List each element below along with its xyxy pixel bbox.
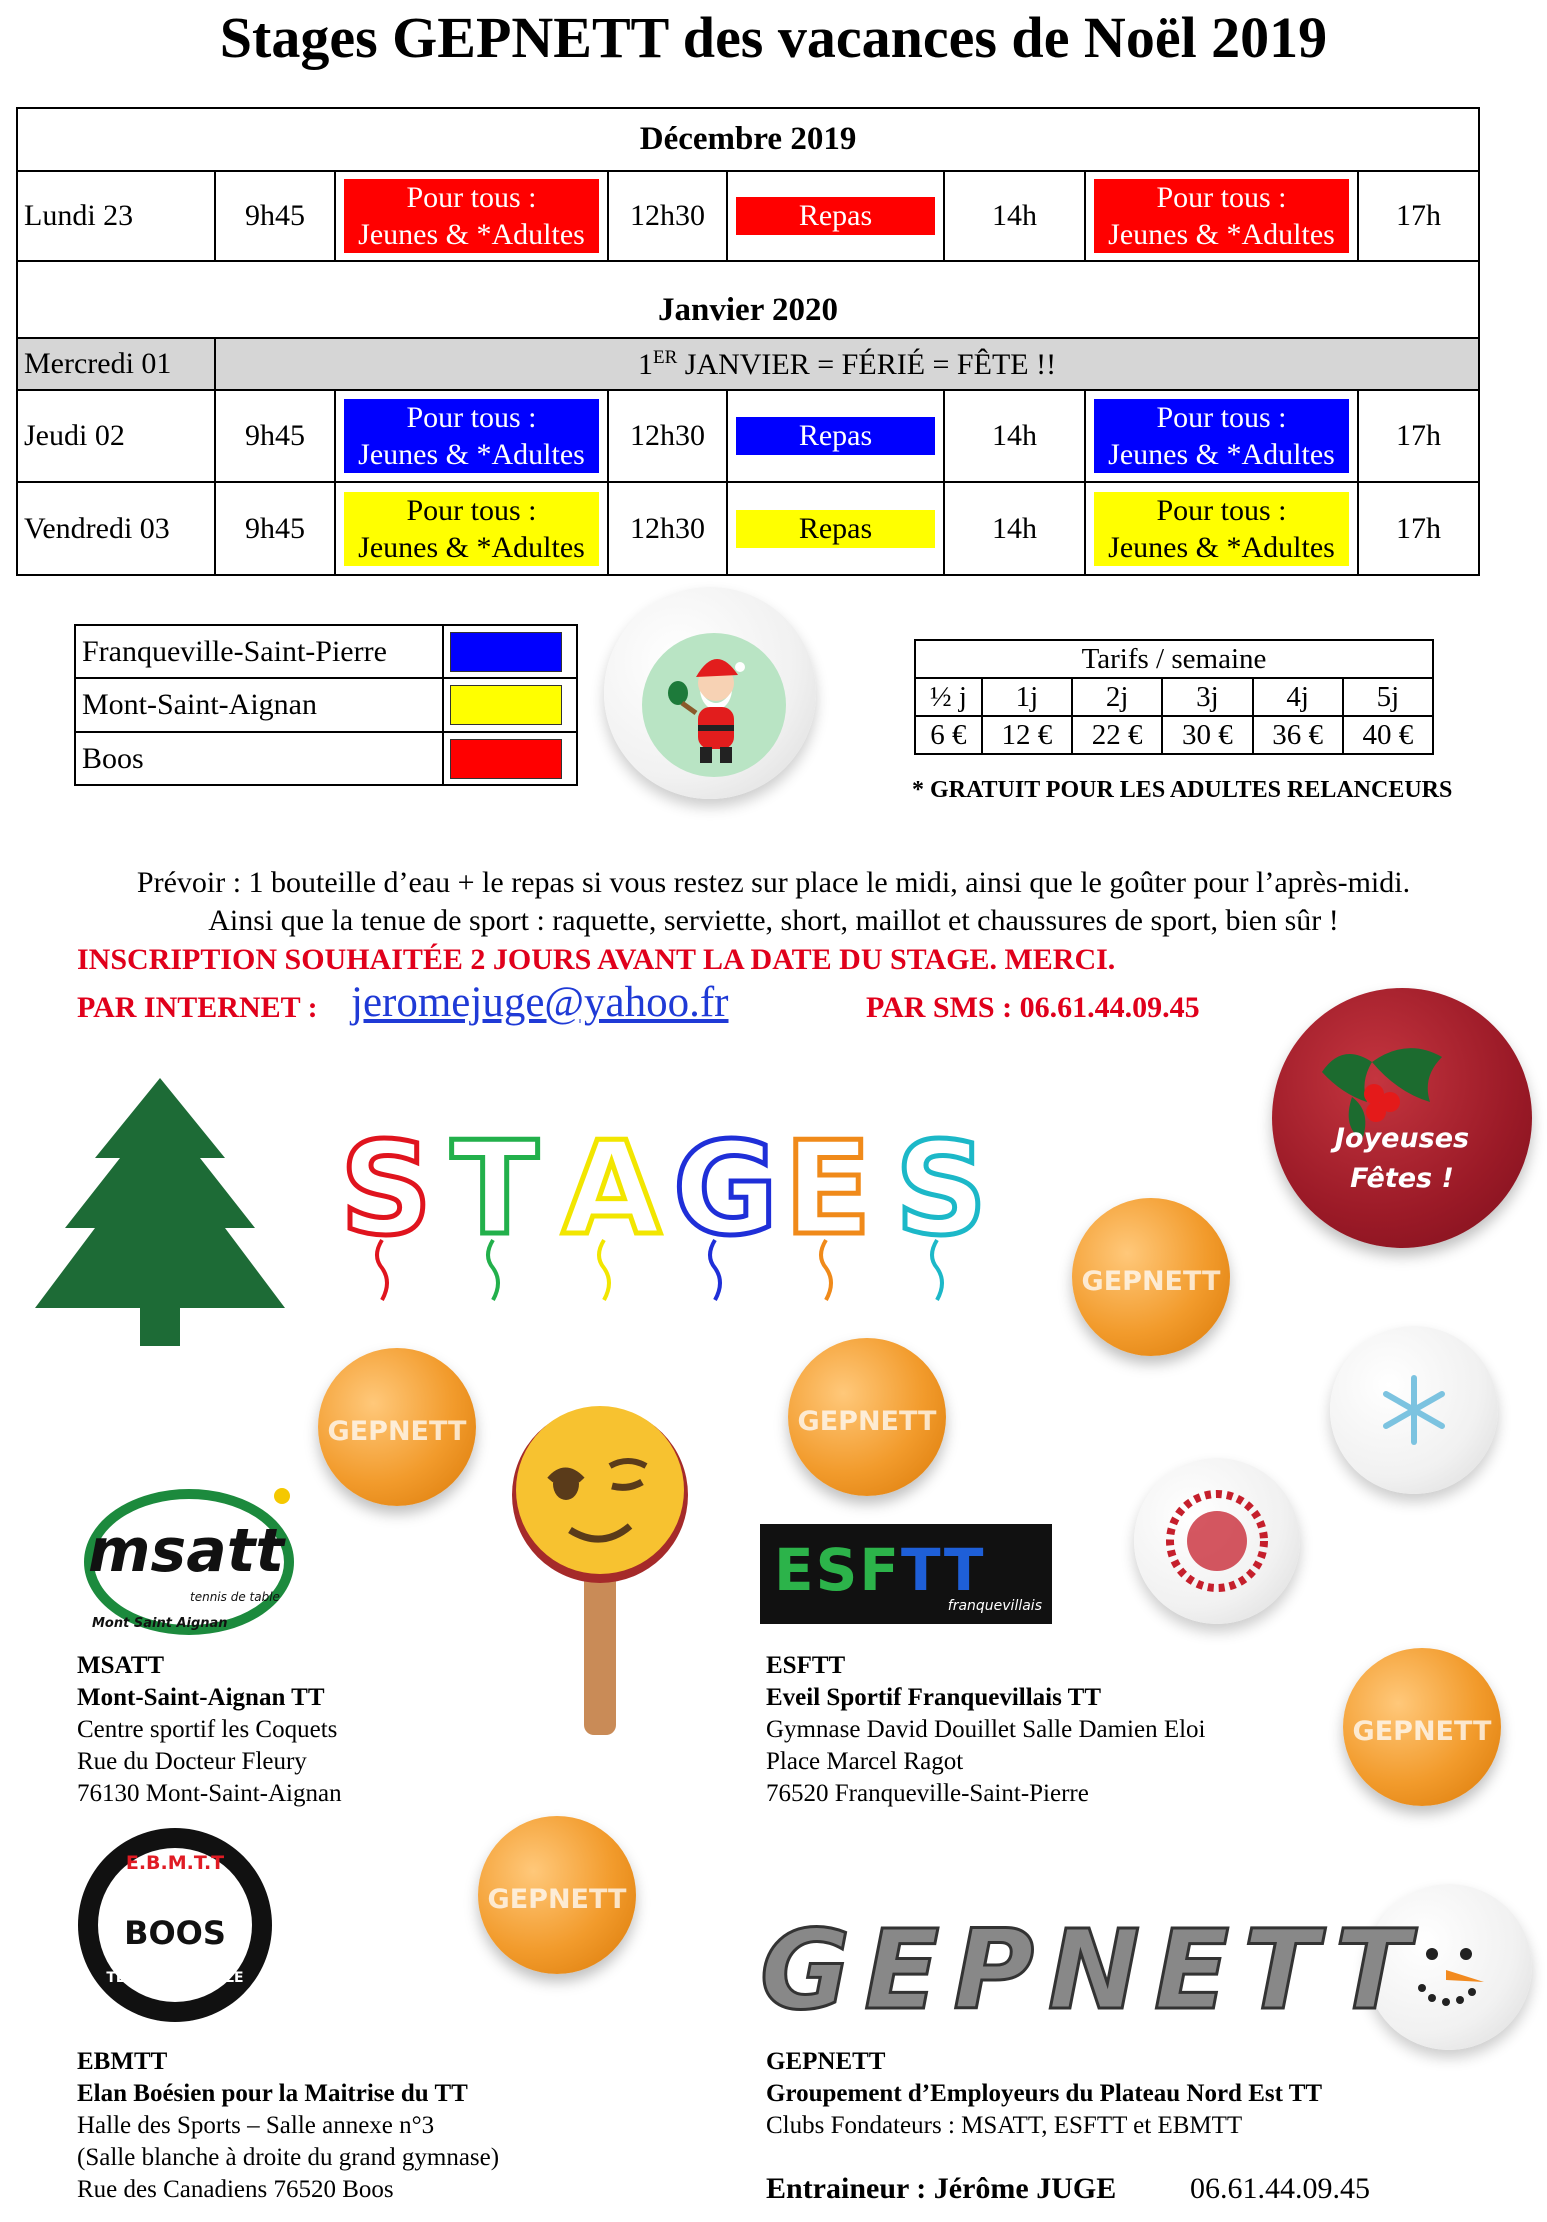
club-name: Mont-Saint-Aignan TT [77, 1684, 325, 1711]
ball-label: GEPNETT [1081, 1265, 1221, 1297]
schedule-row [17, 171, 1479, 261]
christmas-tree-icon [30, 1078, 290, 1348]
balloon-letter: A [562, 1118, 662, 1264]
duration-cell: ½ j [915, 678, 982, 716]
legend-label: Franqueville-Saint-Pierre [75, 625, 443, 678]
price-cell: 6 € [915, 716, 982, 754]
esftt-logo-text [774, 1536, 985, 1604]
repas-label: Repas [736, 197, 935, 235]
price-cell: 36 € [1253, 716, 1343, 754]
sms-contact: PAR SMS : 06.61.44.09.45 [866, 991, 1200, 1024]
email-link[interactable]: jeromejuge@yahoo.fr [351, 979, 729, 1026]
time: 17h [1358, 171, 1479, 261]
time: 17h [1358, 390, 1479, 482]
schedule-table [16, 107, 1478, 574]
club-name: Eveil Sportif Franquevillais TT [766, 1684, 1101, 1711]
repas-cell [727, 390, 944, 482]
trainer-label: Entraineur : Jérôme JUGE [766, 2172, 1117, 2205]
ebmtt-logo-top: E.B.M.T.T [125, 1852, 225, 1874]
club-abbr: ESFTT [766, 1652, 846, 1679]
activity-line: Pour tous : [1156, 181, 1287, 214]
snowflake-icon [1330, 1326, 1498, 1494]
duration-cell: 5j [1343, 678, 1433, 716]
esftt-logo [760, 1524, 1052, 1624]
tarifs-header: Tarifs / semaine [915, 640, 1433, 678]
gepnett-ball [1072, 1198, 1230, 1356]
trainer-phone: 06.61.44.09.45 [1190, 2172, 1370, 2205]
balloon-letter: G [673, 1118, 779, 1264]
activity-line: Jeunes & *Adultes [1108, 530, 1335, 564]
day-label: Mercredi 01 [17, 338, 215, 390]
club-name: Groupement d’Employeurs du Plateau Nord Est TT [766, 2080, 1323, 2107]
activity-cell [1085, 482, 1358, 575]
inscription-notice: INSCRIPTION SOUHAITÉE 2 JOURS AVANT LA DATE DU STAGE. MERCI. [77, 943, 1116, 976]
balloon-letter: S [340, 1118, 433, 1264]
msatt-logo-ring-text: Mont Saint Aignan [92, 1616, 228, 1631]
duration-cell: 3j [1162, 678, 1252, 716]
holiday-row [17, 338, 1479, 390]
club-address-line: Centre sportif les Coquets [77, 1716, 338, 1743]
club-address-line: Place Marcel Ragot [766, 1748, 964, 1775]
ornament-pattern-icon [1134, 1458, 1300, 1624]
joyeuses-fetes-ball [1272, 988, 1532, 1248]
duration-cell: 1j [982, 678, 1072, 716]
msatt-logo-text: msatt [88, 1516, 285, 1586]
time: 14h [944, 390, 1085, 482]
ebmtt-logo-bottom: TENNIS DE TABLE [106, 1970, 244, 1986]
duration-cell: 4j [1253, 678, 1343, 716]
legend-label: Boos [75, 732, 443, 785]
price-cell: 22 € [1072, 716, 1162, 754]
balloon-letter: E [784, 1118, 872, 1264]
ebmtt-logo-mid: BOOS [124, 1914, 226, 1952]
holiday-text-sup: ER [652, 346, 678, 368]
gepnett-ball [478, 1816, 636, 1974]
month-december: Décembre 2019 [17, 108, 1479, 171]
activity-line: Jeunes & *Adultes [1108, 218, 1335, 251]
winking-paddle-icon [510, 1390, 690, 1735]
internet-label: PAR INTERNET : [77, 991, 318, 1024]
esftt-logo-letters: ESF [774, 1536, 902, 1604]
ball-label: GEPNETT [1352, 1715, 1492, 1747]
activity-cell [1085, 390, 1358, 482]
time: 12h30 [608, 482, 727, 575]
gratuit-note: * GRATUIT POUR LES ADULTES RELANCEURS [912, 777, 1453, 803]
time: 14h [944, 171, 1085, 261]
activity-line: Pour tous : [406, 493, 537, 527]
time: 14h [944, 482, 1085, 575]
gepnett-ball [1343, 1648, 1501, 1806]
club-abbr: EBMTT [77, 2048, 168, 2075]
activity-line: Pour tous : [1156, 493, 1287, 527]
snowflake-ball [1330, 1326, 1498, 1494]
duration-cell: 2j [1072, 678, 1162, 716]
santa-icon [604, 587, 816, 799]
activity-line: Jeunes & *Adultes [358, 438, 585, 471]
stages-balloon-letters [330, 1118, 1010, 1308]
time: 9h45 [215, 171, 335, 261]
time: 9h45 [215, 390, 335, 482]
activity-line: Jeunes & *Adultes [1108, 438, 1335, 471]
activity-line: Pour tous : [406, 181, 537, 214]
santa-ball-image [604, 587, 816, 799]
time: 12h30 [608, 171, 727, 261]
legend-swatch [450, 632, 562, 672]
holiday-text [215, 338, 1479, 390]
activity-cell [335, 482, 608, 575]
legend-swatch [450, 739, 562, 779]
club-address-line: Halle des Sports – Salle annexe n°3 [77, 2112, 435, 2139]
price-cell: 12 € [982, 716, 1072, 754]
club-esftt [766, 1650, 1206, 1810]
info-line: Prévoir : 1 bouteille d’eau + le repas si vous restez sur place le midi, ainsi que le goûter pour l’après-midi. [136, 866, 1411, 899]
stages-balloons [330, 1118, 1010, 1308]
club-ebmtt [77, 2046, 499, 2206]
balloon-letter: T [451, 1118, 539, 1264]
month-january: Janvier 2020 [17, 261, 1479, 338]
legend-swatch [450, 685, 562, 725]
gepnett-ball [788, 1338, 946, 1496]
holiday-text-pre: 1 [637, 347, 653, 381]
club-msatt [77, 1650, 342, 1810]
schedule-row [17, 482, 1479, 575]
ball-label: GEPNETT [327, 1415, 467, 1447]
activity-line: Jeunes & *Adultes [358, 530, 585, 564]
schedule-row [17, 390, 1479, 482]
day-label: Vendredi 03 [17, 482, 215, 575]
info-line: Ainsi que la tenue de sport : raquette, serviette, short, maillot et chaussures de sport, bien sûr ! [208, 904, 1339, 937]
club-abbr: GEPNETT [766, 2048, 886, 2075]
club-address-line: (Salle blanche à droite du grand gymnase) [77, 2144, 500, 2171]
page-title: Stages GEPNETT des vacances de Noël 2019 [219, 5, 1328, 70]
day-label: Jeudi 02 [17, 390, 215, 482]
activity-line: Jeunes & *Adultes [358, 218, 585, 251]
club-address-line: 76130 Mont-Saint-Aignan [77, 1780, 342, 1807]
holiday-text-post: JANVIER = FÉRIÉ = FÊTE !! [677, 347, 1057, 381]
gepnett-ball [318, 1348, 476, 1506]
christmas-pattern-ball [1134, 1458, 1300, 1624]
tarifs-table [914, 639, 1434, 755]
activity-line: Pour tous : [406, 401, 537, 434]
day-label: Lundi 23 [17, 171, 215, 261]
time: 17h [1358, 482, 1479, 575]
esftt-logo-tt: TT [901, 1536, 986, 1604]
msatt-logo [78, 1476, 300, 1642]
club-gepnett [766, 2046, 1322, 2142]
club-address-line: 76520 Franqueville-Saint-Pierre [766, 1780, 1089, 1807]
price-cell: 40 € [1343, 716, 1433, 754]
gepnett-logo-text: GEPNETT [760, 1906, 1424, 2034]
club-name: Elan Boésien pour la Maitrise du TT [77, 2080, 468, 2107]
repas-label: Repas [736, 510, 935, 548]
ball-label: GEPNETT [797, 1405, 937, 1437]
time: 12h30 [608, 390, 727, 482]
club-address-line: Rue des Canadiens 76520 Boos [77, 2176, 394, 2203]
msatt-logo-subtext: tennis de table [190, 1590, 280, 1604]
activity-line: Pour tous : [1156, 401, 1287, 434]
activity-cell [1085, 171, 1358, 261]
ebmtt-logo [78, 1828, 272, 2022]
esftt-logo-subtext: franquevillais [947, 1598, 1042, 1614]
club-address-line: Gymnase David Douillet Salle Damien Eloi [766, 1716, 1206, 1743]
legend-label: Mont-Saint-Aignan [75, 678, 443, 732]
ball-label: GEPNETT [487, 1883, 627, 1915]
activity-cell [335, 390, 608, 482]
activity-cell [335, 171, 608, 261]
club-address-line: Clubs Fondateurs : MSATT, ESFTT et EBMTT [766, 2112, 1243, 2139]
repas-cell [727, 171, 944, 261]
time: 9h45 [215, 482, 335, 575]
club-address-line: Rue du Docteur Fleury [77, 1748, 307, 1775]
repas-cell [727, 482, 944, 575]
fetes-text: Fêtes ! [1350, 1163, 1454, 1194]
balloon-letter: S [895, 1118, 988, 1264]
repas-label: Repas [736, 417, 935, 455]
joyeuses-text: Joyeuses [1334, 1123, 1470, 1154]
price-cell: 30 € [1162, 716, 1252, 754]
color-legend [74, 624, 578, 786]
club-abbr: MSATT [77, 1652, 165, 1679]
